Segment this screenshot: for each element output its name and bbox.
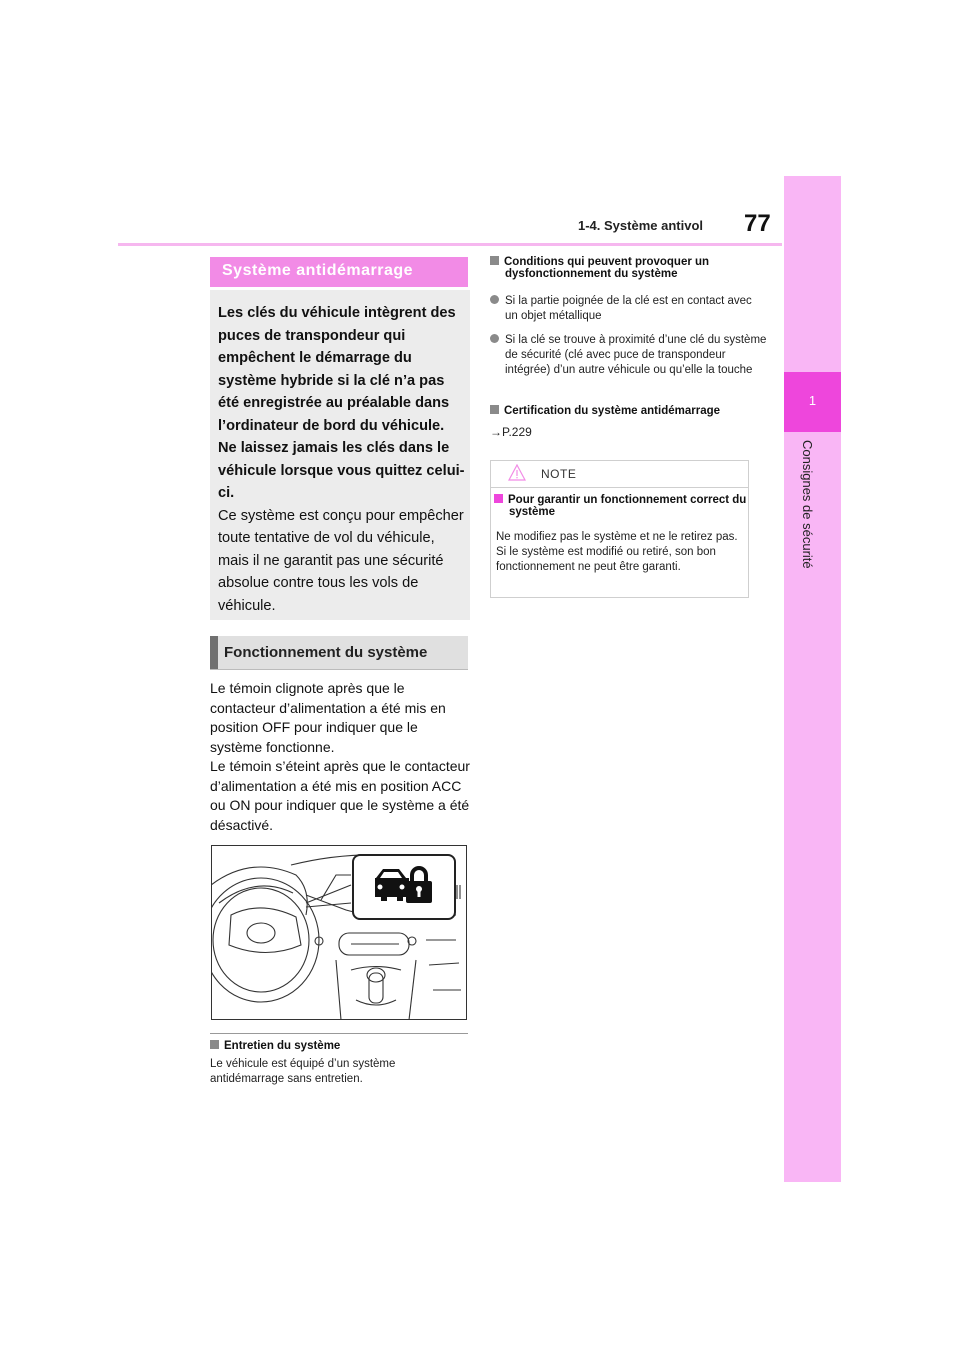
section-title: 1-4. Système antivol — [578, 218, 703, 233]
condition-bullet-2 — [490, 333, 767, 378]
dashboard-illustration — [211, 845, 467, 1020]
chapter-label: Consignes de sécurité — [800, 440, 815, 569]
certification-page-link[interactable]: →P.229 — [490, 425, 532, 439]
certification-heading-text: Certification du système antidémarrage — [504, 405, 721, 417]
conditions-heading — [490, 256, 767, 280]
subsection-heading-text: Fonctionnement du système — [224, 644, 428, 661]
certification-heading — [490, 405, 752, 417]
section-divider — [210, 1033, 468, 1034]
note-header — [490, 460, 749, 488]
chapter-side-tab — [784, 176, 841, 1182]
body-text — [210, 679, 472, 835]
subsection-heading — [210, 636, 468, 670]
condition-bullet-1 — [490, 294, 767, 324]
heading-bar — [210, 636, 218, 669]
note-title: NOTE — [541, 467, 577, 481]
conditions-heading-text: Conditions qui peuvent provoquer un dysfonctionnement du système — [504, 256, 710, 280]
maintenance-heading-text: Entretien du système — [224, 1040, 341, 1052]
intro-bold-paragraph-2: Ne laissez jamais les clés dans le véhicule lorsque vous quittez celui-ci. — [218, 440, 465, 501]
page-number: 77 — [744, 210, 771, 237]
condition-bullet-1-text: Si la partie poignée de la clé est en contact avec un objet métallique — [505, 295, 752, 322]
condition-bullet-2-text: Si la clé se trouve à proximité d’une clé du système de sécurité (clé avec puce de transpondeur intégrée) d’un autre véhicule ou qu’elle la touche — [505, 334, 767, 376]
note-heading-text: Pour garantir un fonctionnement correct du système — [508, 494, 747, 518]
square-bullet-icon — [494, 494, 503, 503]
section-heading — [210, 257, 468, 287]
body-paragraph-1: Le témoin clignote après que le contacteur d’alimentation a été mis en position OFF pour indiquer que le système fonctionne. — [210, 680, 446, 755]
section-heading-text: Système antidémarrage — [222, 262, 414, 279]
header-rule — [118, 243, 782, 246]
maintenance-text: Le véhicule est équipé d’un système antidémarrage sans entretien. — [210, 1058, 396, 1085]
warning-triangle-icon — [508, 464, 526, 482]
circle-bullet-icon — [490, 295, 499, 304]
maintenance-heading — [210, 1040, 468, 1052]
note-heading — [494, 494, 759, 518]
intro-bold-paragraph-1: Les clés du véhicule intègrent des puces de transpondeur qui empêchent le démarrage du système hybride si la clé n’a pas été enregistrée au préalable dans l’ordinateur de bord du véhicule. — [218, 305, 456, 434]
note-text: Ne modifiez pas le système et ne le retirez pas. Si le système est modifié ou retiré, son bon fonctionnement ne peut être garanti. — [496, 531, 738, 573]
body-paragraph-2: Le témoin s’éteint après que le contacteur d’alimentation a été mis en position ACC ou ON pour indiquer que le système a été désactivé. — [210, 758, 470, 833]
circle-bullet-icon — [490, 334, 499, 343]
chapter-number: 1 — [808, 393, 817, 408]
intro-paragraph: Ce système est conçu pour empêcher toute tentative de vol du véhicule, mais il ne garantit pas une sécurité absolue contre tous les vols de véhicule. — [218, 507, 464, 614]
intro-text — [218, 302, 468, 617]
square-bullet-icon — [490, 256, 499, 265]
square-bullet-icon — [210, 1040, 219, 1049]
square-bullet-icon — [490, 405, 499, 414]
